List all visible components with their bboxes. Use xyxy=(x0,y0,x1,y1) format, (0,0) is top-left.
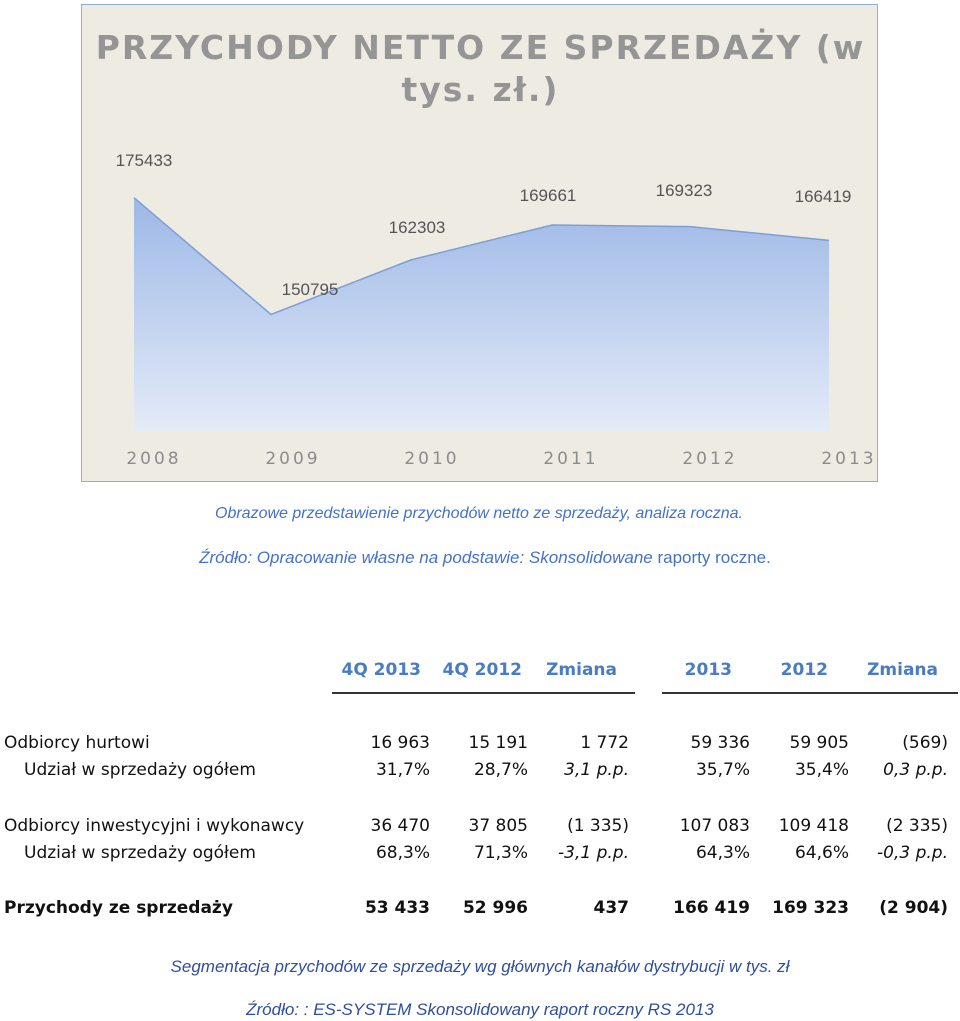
col-header-2012: 2012 xyxy=(780,660,828,680)
row-label-przychody: Przychody ze sprzedaży xyxy=(4,898,233,918)
x-tick-label: 2011 xyxy=(543,449,599,469)
col-header-4q2013: 4Q 2013 xyxy=(341,660,421,680)
col-header-zmiana-q: Zmiana xyxy=(546,660,617,680)
source-label: Źródło: Opracowanie własne na podstawie: Skonsolidowane xyxy=(199,548,653,567)
table-cell: 35,4% xyxy=(794,760,849,780)
table-cell: 68,3% xyxy=(375,843,430,863)
data-label: 169323 xyxy=(655,181,713,200)
col-header-zmiana-y: Zmiana xyxy=(867,660,938,680)
col-header-2013: 2013 xyxy=(684,660,732,680)
header-rule-quarter xyxy=(332,692,635,694)
chart-source xyxy=(0,548,960,568)
chart-panel xyxy=(81,4,878,482)
table-cell: (2 335) xyxy=(886,816,948,836)
table-cell: 109 418 xyxy=(778,816,849,836)
data-label: 150795 xyxy=(281,280,339,299)
table-cell: 36 470 xyxy=(370,816,430,836)
x-tick-label: 2010 xyxy=(404,449,460,469)
table-cell: 107 083 xyxy=(679,816,750,836)
table-cell: -0,3 p.p. xyxy=(877,843,948,863)
table-cell: 64,6% xyxy=(794,843,849,863)
table-cell: (1 335) xyxy=(567,816,629,836)
table-cell: 15 191 xyxy=(468,733,528,753)
table-cell: 71,3% xyxy=(473,843,528,863)
x-tick-label: 2008 xyxy=(126,449,182,469)
table-caption: Segmentacja przychodów ze sprzedaży wg głównych kanałów dystrybucji w tys. zł xyxy=(170,957,790,976)
table-source: Źródło: : ES-SYSTEM Skonsolidowany raport roczny RS 2013 xyxy=(246,1000,714,1019)
table-cell: 0,3 p.p. xyxy=(883,760,948,780)
segmentation-table xyxy=(0,650,960,930)
table-cell: 437 xyxy=(593,898,629,918)
table-cell: (2 904) xyxy=(879,898,948,918)
table-cell: 28,7% xyxy=(473,760,528,780)
table-cell: 31,7% xyxy=(375,760,430,780)
area-chart xyxy=(82,5,879,483)
col-header-4q2012: 4Q 2012 xyxy=(442,660,522,680)
table-cell: 166 419 xyxy=(673,898,750,918)
row-label-hurtowi: Odbiorcy hurtowi xyxy=(4,733,150,753)
x-tick-label: 2012 xyxy=(682,449,738,469)
header-rule-year xyxy=(662,692,958,694)
table-cell: (569) xyxy=(902,733,948,753)
area-series xyxy=(134,198,829,432)
data-label: 169661 xyxy=(519,186,577,205)
table-cell: 16 963 xyxy=(370,733,430,753)
table-cell: 37 805 xyxy=(468,816,528,836)
chart-title: PRZYCHODY NETTO ZE SPRZEDAŻY (w tys. zł.) xyxy=(95,28,866,109)
table-cell: 169 323 xyxy=(772,898,849,918)
chart-caption: Obrazowe przedstawienie przychodów netto ze sprzedaży, analiza roczna. xyxy=(215,505,743,522)
row-label-udzial-1: Udział w sprzedaży ogółem xyxy=(24,760,256,780)
table-cell: 59 905 xyxy=(789,733,849,753)
table-cell: 64,3% xyxy=(695,843,750,863)
table-cell: 52 996 xyxy=(462,898,528,918)
table-cell: 35,7% xyxy=(695,760,750,780)
table-cell: 59 336 xyxy=(690,733,750,753)
row-label-inwestycyjni: Odbiorcy inwestycyjni i wykonawcy xyxy=(4,816,305,836)
data-label: 162303 xyxy=(388,218,446,237)
table-cell: 53 433 xyxy=(364,898,430,918)
table-cell: 1 772 xyxy=(580,733,629,753)
data-label: 175433 xyxy=(115,151,173,170)
table-cell: -3,1 p.p. xyxy=(558,843,629,863)
x-tick-label: 2013 xyxy=(821,449,877,469)
data-label: 166419 xyxy=(794,187,852,206)
row-label-udzial-2: Udział w sprzedaży ogółem xyxy=(24,843,256,863)
source-tail: raporty roczne. xyxy=(652,548,771,567)
x-tick-label: 2009 xyxy=(265,449,321,469)
table-cell: 3,1 p.p. xyxy=(564,760,629,780)
